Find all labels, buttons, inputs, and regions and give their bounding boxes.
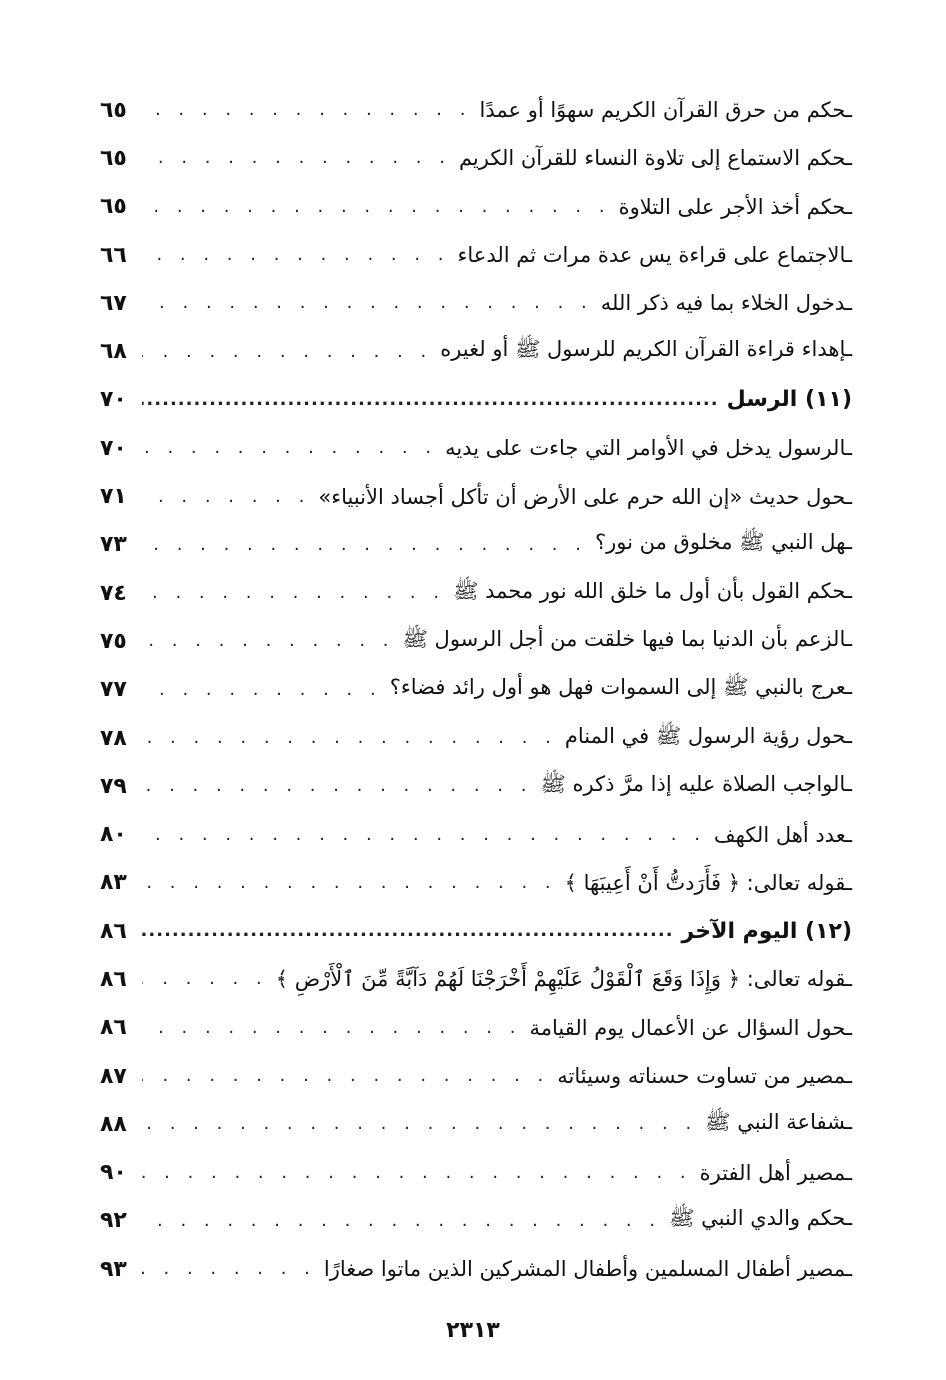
- toc-entry-title: ـحكم والدي النبي ﷺ: [669, 1206, 852, 1231]
- dot-leader: [142, 484, 310, 510]
- toc-entry-page: ٩٠: [100, 1160, 127, 1186]
- toc-entry: [100, 1197, 852, 1245]
- toc-entry-title: ـالواجب الصلاة عليه إذا مرَّ ذكره ﷺ: [540, 771, 852, 796]
- toc-entry-title: ـحكم أخذ الأجر على التلاوة: [618, 194, 852, 219]
- toc-entry-title: ـمصير من تساوت حسناته وسيئاته: [557, 1064, 852, 1089]
- toc-entry: [100, 955, 852, 1003]
- toc-entry: [100, 617, 852, 665]
- toc-entry-page: ٧٥: [100, 628, 127, 654]
- dot-leader: [142, 194, 611, 220]
- toc-entry-page: ٧٧: [100, 677, 127, 703]
- toc-entry: [100, 279, 852, 327]
- dot-leader: [142, 97, 471, 123]
- toc-entry-title: ـالرسول يدخل في الأوامر التي جاءت على يديه: [445, 436, 852, 461]
- toc-entry-page: ٧٠: [100, 435, 127, 461]
- table-of-contents: [100, 86, 852, 1293]
- toc-entry-title: ـالزعم بأن الدنيا بما فيها خلقت من أجل الرسول ﷺ: [402, 626, 852, 651]
- toc-entry-page: ٦٨: [100, 339, 127, 365]
- toc-entry-title: ـمصير أطفال المسلمين وأطفال المشركين الذين ماتوا صغارًا: [323, 1257, 852, 1282]
- toc-section-heading: [100, 376, 852, 424]
- toc-entry-title: ـحكم القول بأن أول ما خلق الله نور محمد ﷺ: [453, 578, 852, 603]
- toc-entry-page: ٨٦: [100, 918, 127, 944]
- dot-leader: [142, 1208, 661, 1234]
- toc-entry-title: ـحول رؤية الرسول ﷺ في المنام: [564, 723, 852, 748]
- toc-entry-title: ـقوله تعالى: ﴿ فَأَرَدتُّ أَنْ أَعِيبَهَا ﴾: [564, 870, 852, 895]
- toc-entry: [100, 472, 852, 520]
- toc-entry-page: ٧٩: [100, 773, 127, 799]
- toc-entry-page: ٨٠: [100, 822, 127, 848]
- toc-entry-page: ٦٥: [100, 194, 127, 220]
- toc-entry-page: ٧٤: [100, 580, 127, 606]
- toc-entry-title: ـحكم الاستماع إلى تلاوة النساء للقرآن الكريم: [458, 146, 852, 171]
- toc-entry-title: ـدخول الخلاء بما فيه ذكر الله: [600, 291, 852, 316]
- toc-entry-title: ـعرج بالنبي ﷺ إلى السموات فهل هو أول رائد فضاء؟: [389, 675, 852, 700]
- toc-entry-title: ـقوله تعالى: ﴿ وَإِذَا وَقَعَ ٱلْقَوْلُ عَلَيْهِمْ أَخْرَجْنَا لَهُمْ دَآبَّةً مِّنَ ٱلْأَرْضِ ﴾: [275, 967, 852, 992]
- dot-leader: [142, 1063, 549, 1089]
- toc-entry-title: ـحول السؤال عن الأعمال يوم القيامة: [529, 1015, 852, 1040]
- toc-entry: [100, 86, 852, 134]
- toc-entry: [100, 1004, 852, 1052]
- toc-entry-page: ٧٣: [100, 532, 127, 558]
- toc-entry-page: ٦٧: [100, 290, 127, 316]
- toc-entry-title: (١٢) اليوم الآخر: [681, 918, 852, 944]
- toc-entry-page: ٦٦: [100, 242, 127, 268]
- toc-entry: [100, 1052, 852, 1100]
- toc-entry: [100, 1245, 852, 1293]
- toc-entry-title: ـإهداء قراءة القرآن الكريم للرسول ﷺ أو لغيره: [440, 337, 852, 362]
- dot-leader: [142, 1015, 521, 1041]
- toc-entry-page: ٨٦: [100, 1015, 127, 1041]
- toc-entry-page: ٨٣: [100, 870, 127, 896]
- toc-entry-title: ـعدد أهل الكهف: [713, 822, 852, 847]
- toc-entry: [100, 521, 852, 569]
- toc-entry: [100, 810, 852, 858]
- toc-entry-page: ٦٥: [100, 97, 127, 123]
- toc-entry-page: ٨٦: [100, 966, 127, 992]
- toc-entry-title: ـالاجتماع على قراءة يس عدة مرات ثم الدعاء: [457, 243, 852, 268]
- toc-entry: [100, 569, 852, 617]
- toc-entry: [100, 424, 852, 472]
- toc-entry: [100, 859, 852, 907]
- dot-leader: [142, 725, 557, 751]
- toc-entry-title: ـحول حديث «إن الله حرم على الأرض أن تأكل أجساد الأنبياء»: [318, 484, 852, 509]
- toc-entry-page: ٨٧: [100, 1063, 127, 1089]
- dot-leader: [142, 1256, 316, 1282]
- page-number: ٢٣١٣: [446, 1318, 500, 1343]
- dot-leader: [142, 1111, 697, 1137]
- dot-leader: [142, 387, 719, 413]
- toc-entry-page: ٧٨: [100, 725, 127, 751]
- dot-leader: [142, 918, 674, 944]
- dot-leader: [142, 145, 451, 171]
- toc-entry: [100, 327, 852, 375]
- dot-leader: [142, 773, 532, 799]
- dot-leader: [142, 870, 557, 896]
- toc-entry-title: ـحكم من حرق القرآن الكريم سهوًا أو عمدًا: [479, 98, 852, 123]
- dot-leader: [142, 822, 706, 848]
- dot-leader: [142, 290, 593, 316]
- dot-leader: [142, 1160, 692, 1186]
- toc-entry-title: ـشفاعة النبي ﷺ: [705, 1109, 852, 1134]
- toc-entry-page: ٩٢: [100, 1208, 127, 1234]
- toc-entry: [100, 1100, 852, 1148]
- toc-entry: [100, 134, 852, 182]
- toc-entry-page: ٧١: [100, 484, 127, 510]
- toc-entry: [100, 183, 852, 231]
- toc-entry: [100, 714, 852, 762]
- toc-entry: [100, 762, 852, 810]
- toc-entry: [100, 1149, 852, 1197]
- toc-entry-page: ٧٠: [100, 387, 127, 413]
- dot-leader: [142, 677, 382, 703]
- toc-entry-page: ٨٨: [100, 1111, 127, 1137]
- dot-leader: [142, 435, 437, 461]
- dot-leader: [142, 532, 587, 558]
- dot-leader: [142, 339, 432, 365]
- dot-leader: [142, 242, 450, 268]
- toc-entry-title: ـمصير أهل الفترة: [699, 1160, 852, 1185]
- toc-entry-title: (١١) الرسل: [726, 387, 852, 413]
- dot-leader: [142, 580, 445, 606]
- dot-leader: [142, 628, 395, 654]
- toc-entry-title: ـهل النبي ﷺ مخلوق من نور؟: [594, 530, 852, 555]
- toc-entry-page: ٦٥: [100, 145, 127, 171]
- toc-entry: [100, 231, 852, 279]
- toc-entry-page: ٩٣: [100, 1256, 127, 1282]
- dot-leader: [142, 966, 268, 992]
- toc-section-heading: [100, 907, 852, 955]
- toc-entry: [100, 666, 852, 714]
